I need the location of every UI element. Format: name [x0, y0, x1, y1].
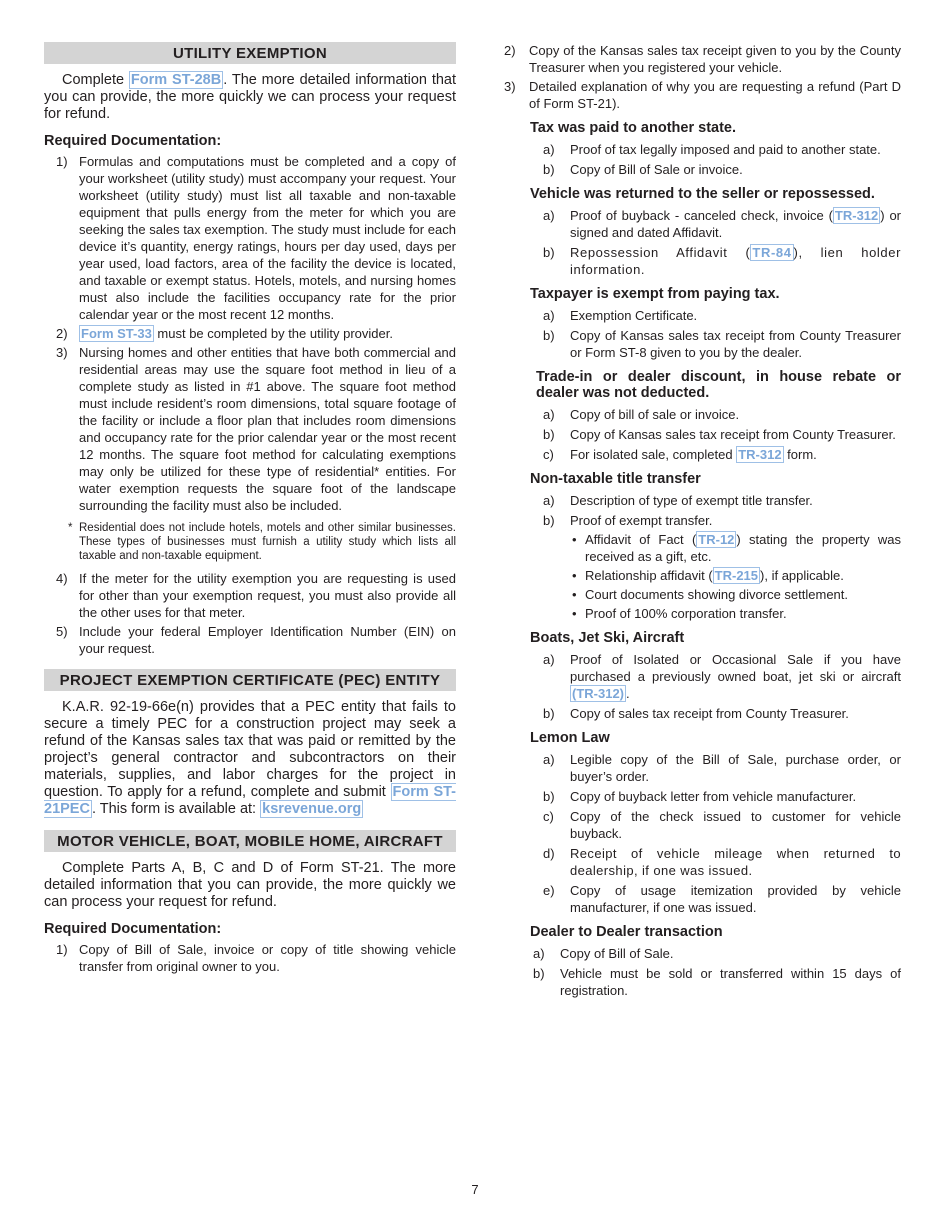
tr-312-link[interactable]: TR-312: [834, 208, 879, 223]
tr-84-link[interactable]: TR-84: [752, 245, 792, 260]
returned-list: [530, 207, 901, 278]
boats-section: [530, 630, 901, 722]
list-item: • Court documents showing divorce settlement.: [572, 587, 849, 602]
list-item: a) Legible copy of the Bill of Sale, purchase order, or buyer’s order.: [543, 752, 901, 784]
nontax-section: [530, 471, 901, 622]
list-item: b) Vehicle must be sold or transferred within 15 days of registration.: [533, 966, 901, 998]
list-item: a) Proof of buyback - canceled check, invoice ( TR-312 ) or signed and dated Affidavit.: [543, 208, 902, 240]
page-number: 7: [471, 1182, 479, 1197]
exempt-heading: Taxpayer is exempt from paying tax.: [530, 286, 780, 302]
list-item: a) Copy of Bill of Sale.: [533, 946, 674, 961]
another-state-list: [530, 141, 901, 178]
lemon-list: [530, 751, 901, 916]
nontax-heading: Non-taxable title transfer: [530, 471, 701, 487]
dealer-section: [530, 924, 901, 999]
list-item: a) Description of type of exempt title transfer.: [543, 493, 813, 508]
exempt-section: [530, 286, 901, 361]
utility-doc-list: [44, 153, 456, 514]
residential-note: * Residential does not include hotels, motels and other similar businesses. These types of businesses must furnish a utility study which lists all taxable and non-taxable equipment.: [68, 522, 456, 562]
exempt-list: [530, 307, 901, 361]
list-item: e) Copy of usage itemization provided by vehicle manufacturer, if one was issued.: [543, 883, 901, 915]
another-state-section: [530, 120, 901, 178]
form-st-33-link[interactable]: Form ST-33: [81, 326, 152, 341]
lemon-heading: Lemon Law: [530, 730, 610, 746]
list-item: 3) Detailed explanation of why you are requesting a refund (Part D of Form ST-21).: [504, 79, 901, 111]
tr-312-link[interactable]: (TR-312): [572, 686, 625, 701]
list-item: a) Proof of Isolated or Occasional Sale if you have purchased a previously owned boat, jet ski or aircraft (TR-312) .: [543, 652, 901, 701]
list-item: 1) Formulas and computations must be completed and a copy of your worksheet (utility study) must accompany your request. Your worksheet (utility study) must list all taxable and non-taxable equipment that pulls energy from the meter for which you are seeking the sales tax exemption. The study must include for each device it’s quantity, energy ratings, hours per day used, days per year used, load factors, area of the facility the device is located, and taxable or exempt status. Hotels, motels, and nursing homes must also include the facilities occupancy rate for the prior calendar year or the most recent 12 months.: [56, 154, 456, 322]
utility-exemption-heading: UTILITY EXEMPTION: [44, 42, 456, 64]
returned-heading: Vehicle was returned to the seller or repossessed.: [530, 186, 875, 202]
list-item: b) Copy of Kansas sales tax receipt from County Treasurer.: [543, 427, 896, 442]
lemon-section: [530, 730, 901, 916]
list-item: c) Copy of the check issued to customer for vehicle buyback.: [543, 809, 901, 841]
pec-text: K.A.R. 92-19-66e(n) provides that a PEC entity that fails to secure a timely PEC for a construction project may seek a refund of the Kansas sales tax that was paid or remitted by the project’s general contractor and subcontractors on their materials, supplies, and labor charges for the project in question. To apply for a refund, complete and submit Form ST-21PEC . This form is available at: ksrevenue.org: [44, 699, 456, 817]
motor-vehicle-heading: MOTOR VEHICLE, BOAT, MOBILE HOME, AIRCRAFT: [44, 830, 456, 852]
list-item: • Relationship affidavit ( TR-215 ), if applicable.: [572, 568, 844, 583]
dealer-list: [530, 945, 901, 999]
tradein-list: [530, 406, 901, 463]
list-item: c) For isolated sale, completed TR-312 form.: [543, 447, 817, 462]
list-item: 4) If the meter for the utility exemption you are requesting is used for other than your exemption request, you must also provide all the other uses for that meter.: [56, 571, 456, 620]
ksrevenue-link[interactable]: ksrevenue.org: [262, 801, 362, 817]
nontax-list: [530, 492, 901, 622]
tr-12-link[interactable]: TR-12: [698, 532, 735, 547]
utility-required-doc-heading: Required Documentation:: [44, 133, 222, 149]
dealer-heading: Dealer to Dealer transaction: [530, 924, 723, 940]
form-st-21pec-link[interactable]: Form ST-21PEC: [44, 784, 456, 817]
tradein-section: [530, 369, 901, 463]
list-item: • Affidavit of Fact ( TR-12 ) stating the property was received as a gift, etc.: [572, 532, 901, 564]
list-item: b) Repossession Affidavit ( TR-84 ), lien holder information.: [543, 245, 901, 277]
form-st-28b-link[interactable]: Form ST-28B: [130, 72, 222, 88]
boats-heading: Boats, Jet Ski, Aircraft: [530, 630, 685, 646]
utility-doc-list-cont: [44, 570, 456, 657]
list-item: 2) Copy of the Kansas sales tax receipt given to you by the County Treasurer when you registered your vehicle.: [504, 43, 901, 75]
list-item: b) Copy of Bill of Sale or invoice.: [543, 162, 743, 177]
right-column: [503, 42, 901, 1002]
list-item: b) Copy of buyback letter from vehicle manufacturer.: [543, 789, 857, 804]
tr-215-link[interactable]: TR-215: [714, 568, 759, 583]
left-column: [44, 42, 456, 977]
pec-heading: PROJECT EXEMPTION CERTIFICATE (PEC) ENTITY: [44, 669, 456, 691]
boats-list: [530, 651, 901, 722]
list-item: a) Exemption Certificate.: [543, 308, 698, 323]
tr-312-link[interactable]: TR-312: [738, 447, 782, 462]
mv-doc-list-cont: [503, 42, 901, 112]
mv-doc-list: [44, 941, 456, 975]
list-item: d) Receipt of vehicle mileage when returned to dealership, if one was issued.: [543, 846, 901, 878]
another-state-heading: Tax was paid to another state.: [530, 120, 737, 136]
list-item: a) Copy of bill of sale or invoice.: [543, 407, 740, 422]
tradein-heading: Trade-in or dealer discount, in house rebate or dealer was not deducted.: [536, 369, 901, 401]
list-item: 2) Form ST-33 must be completed by the utility provider.: [56, 326, 393, 341]
motor-vehicle-intro: Complete Parts A, B, C and D of Form ST-21. The more detailed information that you can provide, the more quickly we can process your request for refund.: [44, 860, 456, 910]
nontax-bullets: [570, 531, 901, 622]
list-item: • Proof of 100% corporation transfer.: [572, 606, 787, 621]
returned-section: [530, 186, 901, 278]
list-item: 1) Copy of Bill of Sale, invoice or copy of title showing vehicle transfer from original owner to you.: [56, 942, 456, 974]
list-item: b) Copy of Kansas sales tax receipt from County Treasurer or Form ST-8 given to you by the dealer.: [543, 328, 901, 360]
list-item: a) Proof of tax legally imposed and paid to another state.: [543, 142, 881, 157]
utility-intro: Complete Form ST-28B . The more detailed information that you can provide, the more quickly we can process your request for refund.: [44, 72, 457, 122]
list-item: b) Proof of exempt transfer. • Affidavit of Fact ( TR-12 ) stating the property was received as a gift, etc. • Relationship affidavit ( TR-215 ), if applicable. • Court documents showing divorce settlement. • Proof of 100% corporation transfer.: [543, 513, 901, 621]
list-item: 3) Nursing homes and other entities that have both commercial and residential areas may use the square foot method in lieu of a complete study as listed in #1 above. The square foot method must include resident’s room dimensions, total square footage of the facility or include a floor plan that includes room dimensions and occupancy rate for the prior calendar year or the most recent 12 months. The square foot method for calculating exemptions may only be utilized for these type of residential* entities. For water exemption requests the square foot of the landscape surrounding the facility must also be included.: [56, 345, 456, 513]
mv-required-doc-heading: Required Documentation:: [44, 921, 222, 937]
list-item: 5) Include your federal Employer Identification Number (EIN) on your request.: [56, 624, 456, 656]
list-item: b) Copy of sales tax receipt from County Treasurer.: [543, 706, 849, 721]
